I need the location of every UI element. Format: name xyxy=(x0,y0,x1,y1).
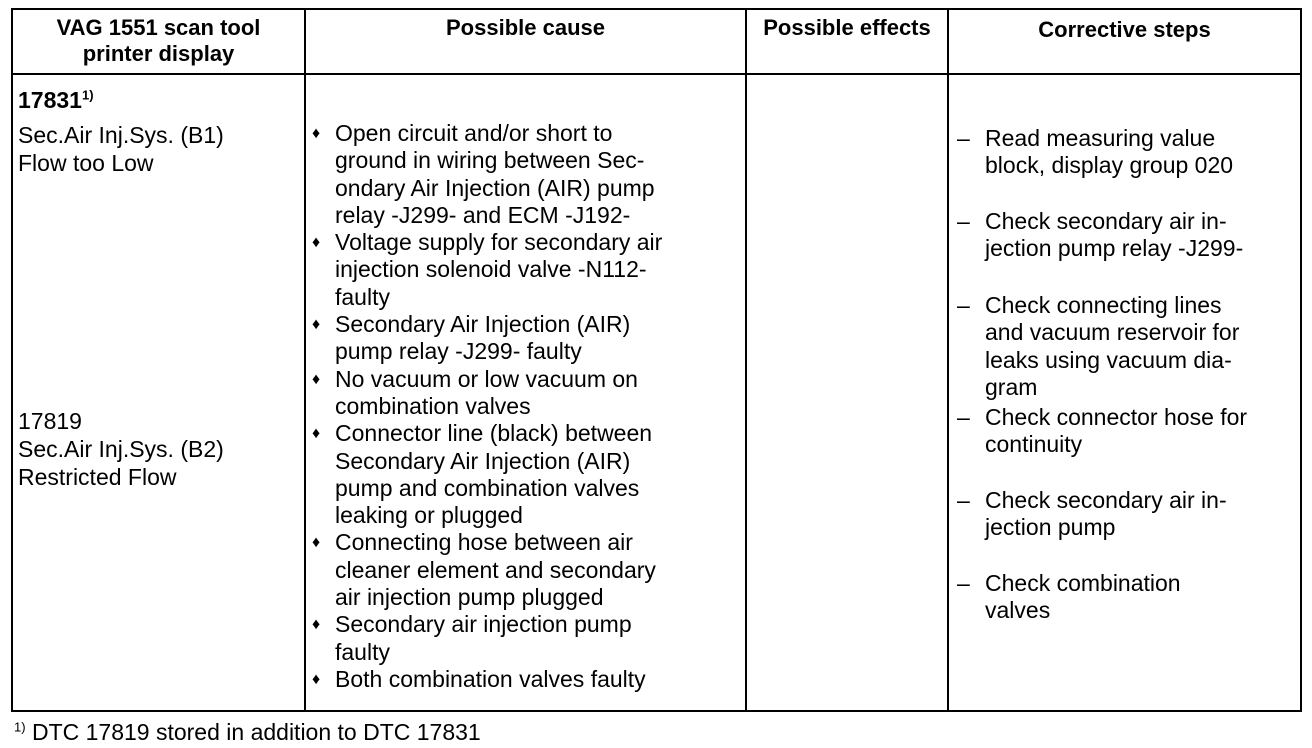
cause-line xyxy=(310,120,662,147)
cause-text: Secondary air injection pump xyxy=(335,611,632,638)
dash-icon: – xyxy=(957,404,970,430)
step-item xyxy=(954,208,1243,263)
cause-text: leaking or plugged xyxy=(335,502,523,529)
dtc-code-17831 xyxy=(18,86,94,114)
cause-list xyxy=(310,120,662,693)
step-text: and vacuum reservoir for xyxy=(985,319,1240,346)
step-item xyxy=(954,570,1181,625)
step-line xyxy=(954,374,1239,401)
step-item xyxy=(954,125,1233,180)
cause-line xyxy=(310,256,662,283)
cause-text: pump and combination valves xyxy=(335,474,640,501)
cause-line xyxy=(310,557,662,584)
cause-text: air injection pump plugged xyxy=(335,584,604,611)
cause-text: combination valves xyxy=(335,392,531,419)
cause-line xyxy=(310,475,662,502)
step-line xyxy=(954,292,1239,319)
cause-text: ondary Air Injection (AIR) pump xyxy=(335,174,655,201)
bullet-icon: ♦ xyxy=(312,234,321,252)
step-line xyxy=(954,514,1227,541)
step-text: jection pump xyxy=(985,514,1116,541)
dash-icon: – xyxy=(957,292,970,318)
header-cause: Possible cause xyxy=(446,15,605,40)
step-line xyxy=(954,347,1239,374)
step-line xyxy=(954,235,1243,262)
step-line xyxy=(954,152,1233,179)
bullet-icon: ♦ xyxy=(312,370,321,388)
cause-text: Secondary Air Injection (AIR) xyxy=(335,447,631,474)
dtc-code: 17831 xyxy=(18,87,82,113)
step-line xyxy=(954,208,1243,235)
column-divider-3 xyxy=(947,8,949,712)
bullet-icon: ♦ xyxy=(312,425,321,443)
table-border-right xyxy=(1300,8,1302,712)
step-line xyxy=(954,404,1247,431)
dash-icon: – xyxy=(957,487,970,513)
cause-line xyxy=(310,529,662,556)
cause-line xyxy=(310,366,662,393)
dash-icon: – xyxy=(957,125,970,151)
cause-text: faulty xyxy=(335,283,390,310)
header-divider xyxy=(11,73,1302,75)
step-text: gram xyxy=(985,373,1038,400)
cause-line xyxy=(310,611,662,638)
cause-line xyxy=(310,311,662,338)
cause-text: faulty xyxy=(335,638,390,665)
step-text: Check secondary air in- xyxy=(985,487,1227,513)
cause-text: pump relay -J299- faulty xyxy=(335,338,582,365)
cause-text: Connector line (black) between xyxy=(335,420,653,447)
table-border-left xyxy=(11,8,13,712)
step-line xyxy=(954,431,1247,458)
cause-line xyxy=(310,666,662,693)
step-line xyxy=(954,125,1233,152)
step-text: Check connecting lines xyxy=(985,292,1222,318)
dash-icon: – xyxy=(957,570,970,596)
cause-text: Secondary Air Injection (AIR) xyxy=(335,311,631,338)
column-divider-2 xyxy=(745,8,747,712)
cause-line xyxy=(310,448,662,475)
table-border-bottom xyxy=(11,710,1302,712)
footnote-text: DTC 17819 stored in addition to DTC 17831 xyxy=(31,719,481,745)
dtc-description-b2: Sec.Air Inj.Sys. (B2) Restricted Flow xyxy=(18,436,224,490)
step-text: jection pump relay -J299- xyxy=(985,235,1244,262)
column-divider-1 xyxy=(304,8,306,712)
cause-line xyxy=(310,502,662,529)
cause-line xyxy=(310,584,662,611)
table-border-top xyxy=(11,8,1302,10)
cause-text: No vacuum or low vacuum on xyxy=(335,365,638,392)
step-line xyxy=(954,597,1181,624)
dash-icon: – xyxy=(957,208,970,234)
cause-line xyxy=(310,175,662,202)
cause-line xyxy=(310,338,662,365)
bullet-icon: ♦ xyxy=(312,670,321,688)
cause-text: cleaner element and secondary xyxy=(335,556,656,583)
step-line xyxy=(954,319,1239,346)
bullet-icon: ♦ xyxy=(312,616,321,634)
cause-line xyxy=(310,147,662,174)
footnote-mark: 1) xyxy=(14,719,26,735)
bullet-icon: ♦ xyxy=(312,534,321,552)
cause-line xyxy=(310,639,662,666)
cause-line xyxy=(310,229,662,256)
step-item xyxy=(954,292,1239,401)
step-text: valves xyxy=(985,597,1051,624)
dtc-description-b1: Sec.Air Inj.Sys. (B1) Flow too Low xyxy=(18,122,224,176)
bullet-icon: ♦ xyxy=(312,125,321,142)
step-text: block, display group 020 xyxy=(985,152,1234,179)
step-text: Read measuring value xyxy=(985,125,1216,151)
bullet-icon: ♦ xyxy=(312,316,321,334)
footnote-ref: 1) xyxy=(81,87,94,103)
header-display: VAG 1551 scan tool printer display xyxy=(56,15,261,66)
cause-text: Both combination valves faulty xyxy=(335,665,646,692)
cause-line xyxy=(310,284,662,311)
step-line xyxy=(954,487,1227,514)
header-effects: Possible effects xyxy=(763,15,931,40)
cause-line xyxy=(310,393,662,420)
step-text: Check connector hose for xyxy=(985,404,1248,430)
cause-text: Voltage supply for secondary air xyxy=(335,229,663,256)
cause-text: relay -J299- and ECM -J192- xyxy=(335,201,631,228)
step-text: Check secondary air in- xyxy=(985,208,1227,234)
step-line xyxy=(954,570,1181,597)
step-text: leaks using vacuum dia- xyxy=(985,346,1232,373)
cause-line xyxy=(310,202,662,229)
step-text: Check combination xyxy=(985,570,1181,596)
cause-text: injection solenoid valve -N112- xyxy=(335,256,647,283)
cause-text: ground in wiring between Sec- xyxy=(335,147,645,174)
step-item xyxy=(954,487,1227,542)
header-steps: Corrective steps xyxy=(1038,17,1211,42)
footnote xyxy=(14,718,481,746)
step-item xyxy=(954,404,1247,459)
dtc-code-17819: 17819 xyxy=(18,408,82,434)
step-text: continuity xyxy=(985,431,1083,458)
cause-text: Open circuit and/or short to xyxy=(335,120,613,146)
cause-text: Connecting hose between air xyxy=(335,529,633,556)
cause-line xyxy=(310,420,662,447)
